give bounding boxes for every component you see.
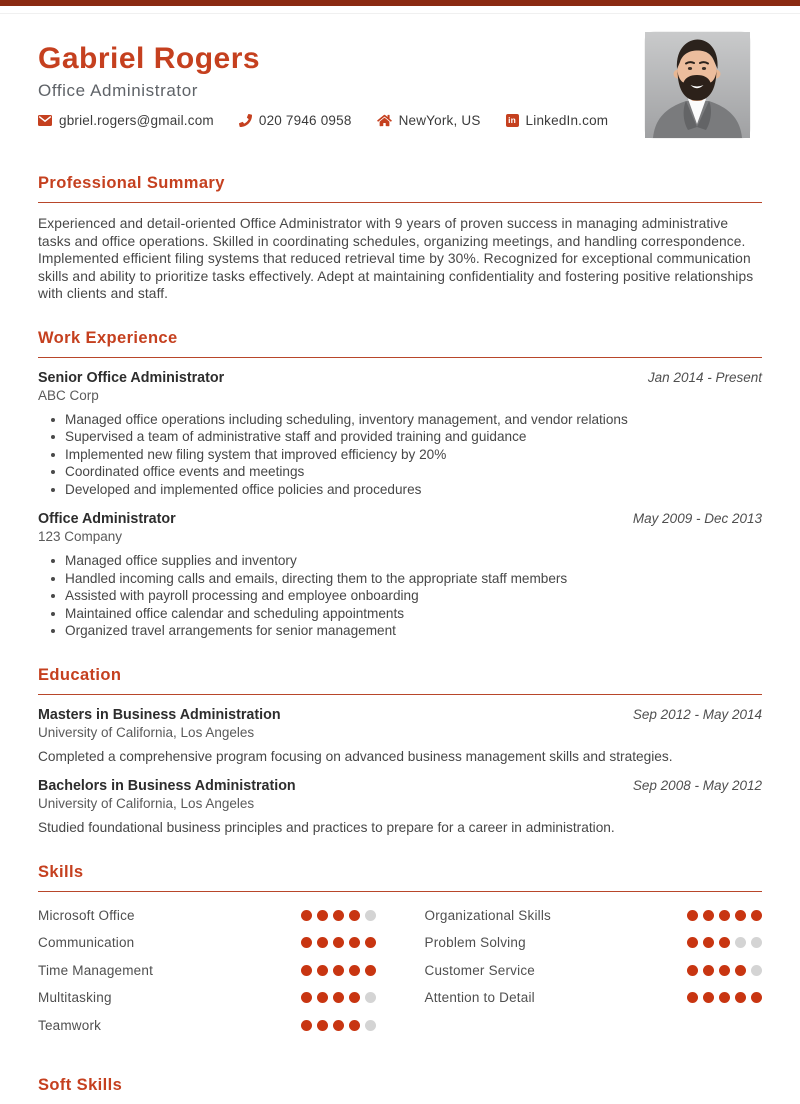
skill-dot-filled bbox=[703, 965, 714, 976]
linkedin-icon bbox=[506, 114, 519, 127]
job-bullet: Handled incoming calls and emails, directing them to the appropriate staff members bbox=[38, 570, 762, 588]
skill-dot-filled bbox=[687, 937, 698, 948]
skill-rating bbox=[301, 992, 376, 1003]
skill-dot-filled bbox=[735, 992, 746, 1003]
home-icon bbox=[377, 114, 392, 127]
skill-rating bbox=[687, 937, 762, 948]
skill-dot-filled bbox=[365, 937, 376, 948]
resume-page bbox=[0, 14, 800, 1104]
skill-row bbox=[425, 902, 763, 930]
skill-rating bbox=[301, 965, 376, 976]
degree-title: Masters in Business Administration bbox=[38, 706, 281, 723]
job-bullet: Supervised a team of administrative staff and provided training and guidance bbox=[38, 428, 762, 446]
skill-dot-empty bbox=[751, 965, 762, 976]
bullet-icon bbox=[51, 577, 55, 581]
envelope-icon bbox=[38, 115, 52, 126]
education-heading: Education bbox=[38, 665, 762, 695]
skill-dot-filled bbox=[301, 937, 312, 948]
skills-grid bbox=[38, 902, 762, 1040]
job-entry bbox=[38, 510, 762, 640]
degree-title: Bachelors in Business Administration bbox=[38, 777, 296, 794]
contact-linkedin-text: LinkedIn.com bbox=[525, 113, 609, 128]
bullet-icon bbox=[51, 488, 55, 492]
job-title: Office Administrator bbox=[38, 511, 176, 527]
job-bullet: Managed office supplies and inventory bbox=[38, 552, 762, 570]
skill-rating bbox=[687, 910, 762, 921]
candidate-name: Gabriel Rogers bbox=[38, 42, 261, 75]
soft-skills-heading: Soft Skills bbox=[38, 1076, 123, 1094]
job-bullet: Organized travel arrangements for senior management bbox=[38, 622, 762, 640]
skill-dot-filled bbox=[333, 937, 344, 948]
skill-name: Organizational Skills bbox=[424, 907, 552, 923]
skill-name: Microsoft Office bbox=[38, 907, 135, 923]
skill-name: Time Management bbox=[38, 962, 154, 978]
bullet-icon bbox=[51, 418, 55, 422]
skills-heading: Skills bbox=[38, 862, 762, 892]
skill-dot-filled bbox=[349, 992, 360, 1003]
skill-dot-filled bbox=[349, 910, 360, 921]
skill-dot-empty bbox=[365, 992, 376, 1003]
skill-dot-filled bbox=[719, 992, 730, 1003]
education-entry bbox=[38, 777, 762, 836]
education-description: Completed a comprehensive program focusing on advanced business management skills and strategies. bbox=[38, 748, 673, 764]
bullet-icon bbox=[51, 594, 55, 598]
skill-dot-empty bbox=[751, 937, 762, 948]
skill-dot-filled bbox=[703, 937, 714, 948]
skill-dot-filled bbox=[703, 910, 714, 921]
contact-phone-text: 020 7946 0958 bbox=[258, 113, 352, 128]
skill-dot-filled bbox=[703, 992, 714, 1003]
skill-dot-filled bbox=[687, 992, 698, 1003]
skill-dot-filled bbox=[349, 1020, 360, 1031]
bullet-icon bbox=[51, 453, 55, 457]
skill-name: Communication bbox=[38, 935, 135, 951]
job-bullet: Assisted with payroll processing and employee onboarding bbox=[38, 587, 762, 605]
work-heading: Work Experience bbox=[38, 328, 762, 358]
skill-dot-filled bbox=[719, 910, 730, 921]
education-dates: Sep 2012 - May 2014 bbox=[632, 706, 762, 722]
skill-row bbox=[425, 984, 763, 1012]
skills-column-right bbox=[425, 902, 763, 1040]
skill-dot-filled bbox=[349, 965, 360, 976]
skill-name: Teamwork bbox=[38, 1017, 102, 1033]
job-company: ABC Corp bbox=[38, 387, 99, 403]
skill-dot-empty bbox=[735, 937, 746, 948]
skill-row bbox=[425, 957, 763, 985]
skill-rating bbox=[301, 1020, 376, 1031]
skill-dot-filled bbox=[349, 937, 360, 948]
skill-dot-filled bbox=[365, 965, 376, 976]
skill-dot-filled bbox=[719, 965, 730, 976]
skill-row bbox=[38, 957, 376, 985]
skill-dot-filled bbox=[317, 1020, 328, 1031]
skill-dot-empty bbox=[365, 1020, 376, 1031]
candidate-job-title: Office Administrator bbox=[38, 81, 199, 100]
skill-rating bbox=[687, 965, 762, 976]
section-skills bbox=[38, 862, 762, 1040]
skill-dot-filled bbox=[301, 1020, 312, 1031]
skill-dot-filled bbox=[317, 965, 328, 976]
skill-row bbox=[38, 1012, 376, 1040]
skill-dot-filled bbox=[317, 910, 328, 921]
skill-dot-filled bbox=[751, 910, 762, 921]
skill-name: Customer Service bbox=[424, 962, 535, 978]
skills-column-left bbox=[38, 902, 376, 1040]
contact-linkedin[interactable] bbox=[506, 113, 609, 128]
skill-rating bbox=[301, 937, 376, 948]
skill-dot-filled bbox=[333, 965, 344, 976]
section-education bbox=[38, 665, 762, 836]
phone-icon bbox=[239, 114, 252, 127]
summary-text: Experienced and detail-oriented Office Administrator with 9 years of proven success in managing administrative tasks and office operations. Skilled in coordinating schedules, organizing meetings, and handling correspondence. Implemented efficient filing systems that reduced retrieval time by 30%. Recognized for exceptional communication skills and ability to prioritize tasks effectively. Adept at maintaining confidentiality and fostering positive relationships with clients and staff. bbox=[38, 216, 754, 301]
skill-row bbox=[38, 929, 376, 957]
skill-dot-empty bbox=[365, 910, 376, 921]
school-name: University of California, Los Angeles bbox=[38, 795, 255, 811]
resume-header bbox=[38, 14, 762, 128]
job-company: 123 Company bbox=[38, 529, 123, 544]
contact-email-text: gbriel.rogers@gmail.com bbox=[59, 113, 214, 128]
skill-dot-filled bbox=[735, 910, 746, 921]
job-bullet: Managed office operations including scheduling, inventory management, and vendor relations bbox=[38, 411, 762, 429]
bullet-icon bbox=[51, 559, 55, 563]
job-bullet: Maintained office calendar and scheduling appointments bbox=[38, 605, 762, 623]
bullet-icon bbox=[51, 435, 55, 439]
job-entry bbox=[38, 369, 762, 499]
job-dates: Jan 2014 - Present bbox=[647, 369, 762, 385]
contact-location bbox=[377, 113, 481, 128]
skill-name: Multitasking bbox=[38, 990, 112, 1006]
bullet-icon bbox=[51, 629, 55, 633]
skill-dot-filled bbox=[735, 965, 746, 976]
job-bullet: Developed and implemented office policies and procedures bbox=[38, 481, 762, 499]
contact-location-text: NewYork, US bbox=[398, 113, 481, 128]
skill-dot-filled bbox=[317, 992, 328, 1003]
job-title: Senior Office Administrator bbox=[38, 369, 225, 386]
skill-dot-filled bbox=[751, 992, 762, 1003]
education-entry bbox=[38, 706, 762, 765]
job-bullet: Coordinated office events and meetings bbox=[38, 463, 762, 481]
skill-dot-filled bbox=[333, 992, 344, 1003]
skill-name: Problem Solving bbox=[424, 935, 526, 951]
skill-name: Attention to Detail bbox=[424, 990, 535, 1006]
job-bullets bbox=[38, 552, 762, 640]
job-bullets bbox=[38, 411, 762, 499]
skill-dot-filled bbox=[333, 910, 344, 921]
section-work-experience bbox=[38, 328, 762, 640]
skill-dot-filled bbox=[301, 910, 312, 921]
page-top-gap bbox=[0, 6, 800, 14]
skill-row bbox=[38, 902, 376, 930]
skill-dot-filled bbox=[687, 910, 698, 921]
education-description: Studied foundational business principles and practices to prepare for a career in administration. bbox=[38, 819, 615, 835]
bullet-icon bbox=[51, 612, 55, 616]
section-soft-skills bbox=[38, 1075, 762, 1104]
profile-photo bbox=[645, 32, 750, 138]
contact-phone[interactable] bbox=[239, 113, 352, 128]
skill-dot-filled bbox=[687, 965, 698, 976]
skill-rating bbox=[687, 992, 762, 1003]
skill-dot-filled bbox=[301, 992, 312, 1003]
skill-row bbox=[425, 929, 763, 957]
skill-row bbox=[38, 984, 376, 1012]
school-name: University of California, Los Angeles bbox=[38, 724, 255, 740]
skill-dot-filled bbox=[719, 937, 730, 948]
section-professional-summary bbox=[38, 173, 762, 303]
job-dates: May 2009 - Dec 2013 bbox=[632, 511, 762, 526]
skill-dot-filled bbox=[317, 937, 328, 948]
bullet-icon bbox=[51, 470, 55, 474]
contact-email[interactable] bbox=[38, 113, 214, 128]
education-dates: Sep 2008 - May 2012 bbox=[632, 777, 762, 793]
skill-dot-filled bbox=[301, 965, 312, 976]
skill-rating bbox=[301, 910, 376, 921]
job-bullet: Implemented new filing system that improved efficiency by 20% bbox=[38, 446, 762, 464]
skill-dot-filled bbox=[333, 1020, 344, 1031]
summary-heading: Professional Summary bbox=[38, 173, 762, 203]
